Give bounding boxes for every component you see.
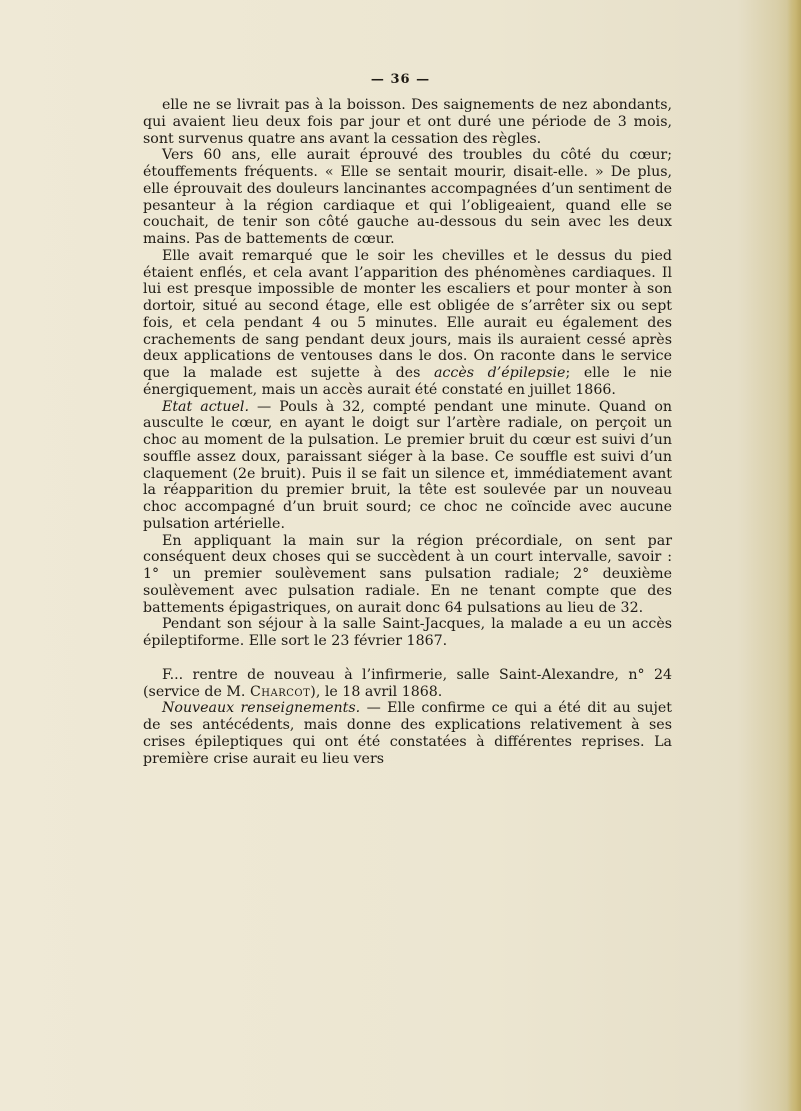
paragraph-1: elle ne se livrait pas à la boisson. Des saignements de nez abondants, qui avaient lieu deux fois par jour et ont duré une période de 3 mois, sont survenus quatre ans avant la cessation des règles. [143,97,672,147]
paragraph-5: En appliquant la main sur la région précordiale, on sent par conséquent deux choses qui se succèdent à un court intervalle, savoir : 1° un premier soulèvement sans pulsation radiale; 2° deuxième soulèvement avec pulsation radiale. En ne tenant compte que des battements épigastriques, on aurait donc 64 pulsations au lieu de 32. [143,532,672,616]
paragraph-3-text: Elle avait remarqué que le soir les chevilles et le dessus du pied étaient enflés, et cela avant l’apparition des phénomènes cardiaques. Il lui est presque impossible de monter les escaliers et pour monter à son dortoir, situé au second étage, elle est obligée de s’arrêter six ou sept fois, et cela pendant 4 ou 5 minutes. Elle aurait eu également des crachements de sang pendant deux jours, mais ils auraient cessé après deux applications de ventouses dans le dos. On raconte dans le service que la malade est sujette à des [143,247,672,381]
section-heading-nouveaux-renseignements: Nouveaux renseignements. [162,700,361,717]
paragraph-4-text: — Pouls à 32, compté pendant une minute. Quand on ausculte le cœur, en ayant le doigt sur l’artère radiale, on perçoit un choc au moment de la pulsation. Le premier bruit du cœur est suivi d’un souffle assez doux, paraissant siéger à la base. Ce souffle est suivi d’un claquement (2e bruit). Puis il se fait un silence et, immédiatement avant la réapparition du premier bruit, la tête est soulevée par un nouveau choc accompagné d’un bruit sourd; ce choc ne coïncide avec aucune pulsation artérielle. [143,398,672,532]
paragraph-7-text-end: ), le 18 avril 1868. [310,683,443,700]
paragraph-4 [143,399,672,533]
paragraph-8 [143,700,672,767]
paragraph-6: Pendant son séjour à la salle Saint-Jacques, la malade a eu un accès épileptiforme. Elle sort le 23 février 1867. [143,616,672,649]
paragraph-2: Vers 60 ans, elle aurait éprouvé des troubles du côté du cœur; étouffements fréquents. « Elle se sentait mourir, disait-elle. » De plus, elle éprouvait des douleurs lancinantes accompagnées d’un sentiment de pesanteur à la région cardiaque et qui l’obligeaient, quand elle se couchait, de tenir son côté gauche au-dessous du sein avec les deux mains. Pas de battements de cœur. [143,147,672,247]
section-heading-etat-actuel: Etat actuel. [162,398,249,415]
paragraph-3-text-end: ; elle le nie énergiquement, mais un accès aurait été constaté en juillet 1866. [143,365,672,398]
page-edge-shadow [787,0,801,1111]
body-text [143,97,672,767]
paragraph-8-text: — Elle confirme ce qui a été dit au sujet de ses antécédents, mais donne des explications relativement à ses crises épileptiques qui ont été constatées à différentes reprises. La première crise aurait eu lieu vers [143,700,672,767]
paragraph-7 [143,667,672,701]
paragraph-3-italic: accès d’épilepsie [433,365,566,381]
paragraph-3 [143,248,672,399]
paragraph-7-text: F... rentre de nouveau à l’infirmerie, salle Saint-Alexandre, n° 24 (service de M. [143,666,672,700]
name-charcot: Charcot [249,683,311,700]
page-number: — 36 — [370,72,431,87]
